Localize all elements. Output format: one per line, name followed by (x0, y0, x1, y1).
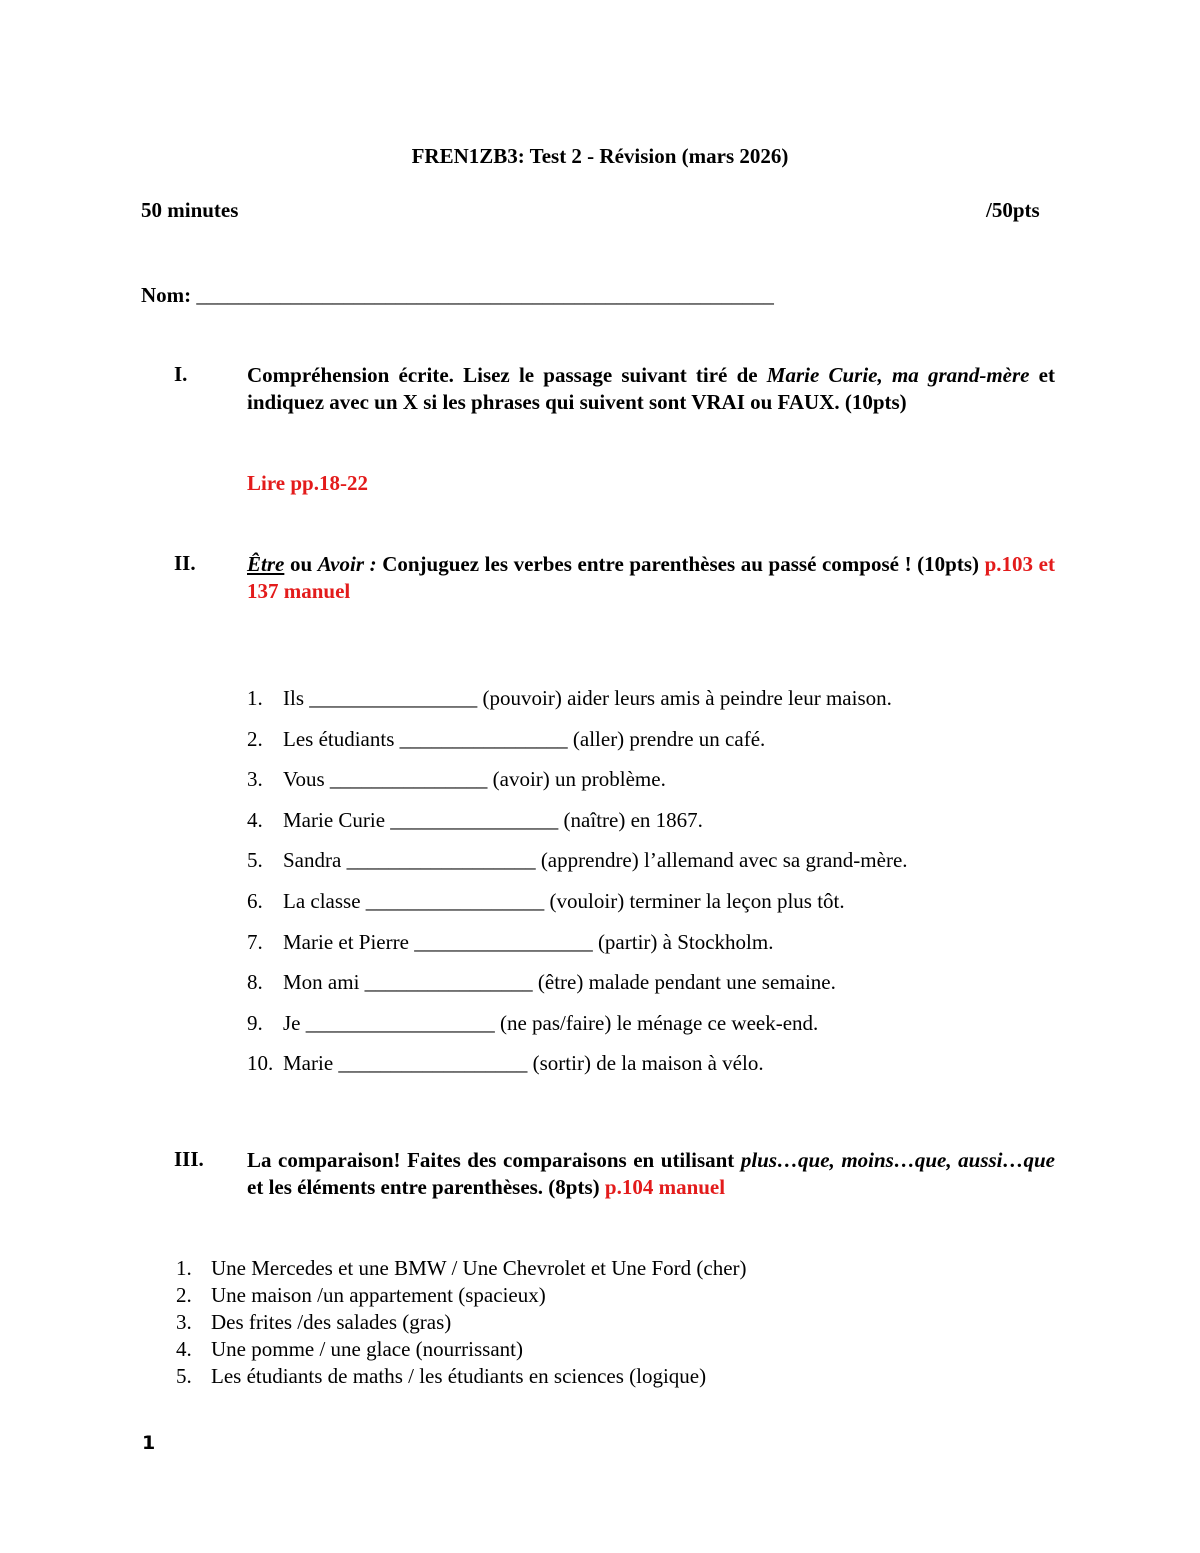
list-item (247, 930, 908, 971)
list-item (247, 727, 908, 768)
item-text: Je __________________ (ne pas/faire) le ménage ce week-end. (283, 1010, 819, 1035)
instruction-text: et les éléments entre parenthèses. (8pts) (247, 1175, 605, 1199)
item-text: Vous _______________ (avoir) un problème. (283, 767, 666, 792)
item-text: Mon ami ________________ (être) malade pendant une semaine. (283, 970, 836, 995)
list-item (247, 848, 908, 889)
section-instructions (247, 1147, 1055, 1201)
item-number: 7. (247, 929, 263, 954)
item-text: Marie Curie ________________ (naître) en 1867. (283, 807, 703, 832)
name-label: Nom: (141, 283, 192, 307)
item-number: 8. (247, 970, 263, 995)
item-number: 2. (247, 726, 263, 751)
section-number: I. (174, 362, 188, 386)
item-text: Une maison /un appartement (spacieux) (211, 1283, 546, 1307)
section-number: II. (174, 551, 196, 575)
comparison-list (176, 1256, 747, 1391)
verb-etre: Être (247, 552, 285, 576)
instruction-text: La comparaison! Faites des comparaisons en utilisant (247, 1148, 741, 1172)
item-number: 1. (247, 686, 263, 710)
list-item (176, 1256, 747, 1283)
item-text: Sandra __________________ (apprendre) l’allemand avec sa grand-mère. (283, 848, 908, 873)
total-points: /50pts (986, 198, 1040, 222)
list-item (247, 889, 908, 930)
item-number: 4. (247, 807, 263, 832)
verb-avoir: Avoir : (317, 552, 377, 576)
instruction-text: Compréhension écrite. Lisez le passage suivant tiré de (247, 363, 767, 387)
list-item (247, 970, 908, 1011)
item-number: 2. (176, 1283, 192, 1307)
item-text: Des frites /des salades (gras) (211, 1310, 452, 1334)
item-number: 4. (176, 1337, 192, 1361)
section-instructions (247, 362, 1055, 416)
reading-note: Lire pp.18-22 (247, 471, 368, 495)
item-number: 10. (247, 1051, 274, 1076)
item-text: Une pomme / une glace (nourrissant) (211, 1337, 523, 1361)
item-number: 6. (247, 888, 263, 913)
item-text: Marie __________________ (sortir) de la maison à vélo. (283, 1051, 764, 1076)
list-item (247, 1051, 908, 1092)
name-blank: _______________________________________________________ (196, 283, 774, 307)
item-text: Marie et Pierre _________________ (partir) à Stockholm. (283, 929, 774, 954)
test-duration: 50 minutes (141, 198, 239, 222)
item-number: 3. (176, 1310, 192, 1334)
item-text: La classe _________________ (vouloir) terminer la leçon plus tôt. (283, 888, 845, 913)
instruction-text: ou (284, 552, 318, 576)
list-item (176, 1337, 747, 1364)
section-instructions (247, 551, 1055, 605)
instruction-text: Conjuguez les verbes entre parenthèses au passé composé ! (10pts) (376, 552, 985, 576)
list-item (176, 1283, 747, 1310)
item-text: Une Mercedes et une BMW / Une Chevrolet et Une Ford (cher) (211, 1256, 747, 1280)
list-item (176, 1310, 747, 1337)
item-text: Ils ________________ (pouvoir) aider leurs amis à peindre leur maison. (283, 686, 892, 710)
list-item (247, 767, 908, 808)
section-number: III. (174, 1147, 204, 1171)
item-text: Les étudiants ________________ (aller) prendre un café. (283, 726, 766, 751)
item-number: 5. (247, 848, 263, 873)
manual-reference: p.103 et 137 manuel (247, 552, 1055, 603)
comparison-expressions: plus…que, moins…que, aussi…que (740, 1148, 1055, 1172)
list-item (247, 686, 908, 727)
page-number: 1 (142, 1432, 156, 1454)
item-number: 1. (176, 1256, 192, 1280)
conjugation-list (247, 686, 908, 1092)
item-text: Les étudiants de maths / les étudiants en sciences (logique) (211, 1364, 707, 1388)
list-item (247, 808, 908, 849)
item-number: 5. (176, 1364, 192, 1388)
book-title: Marie Curie, ma grand-mère (766, 363, 1030, 387)
instruction-text: et indiquez avec un X si les phrases qui suivent sont VRAI ou FAUX. (10pts) (247, 363, 1055, 414)
name-line (141, 283, 774, 308)
item-number: 9. (247, 1010, 263, 1035)
manual-reference: p.104 manuel (604, 1175, 726, 1199)
list-item (176, 1364, 747, 1391)
list-item (247, 1011, 908, 1052)
item-number: 3. (247, 767, 263, 792)
document-title: FREN1ZB3: Test 2 - Révision (mars 2026) (411, 144, 789, 168)
